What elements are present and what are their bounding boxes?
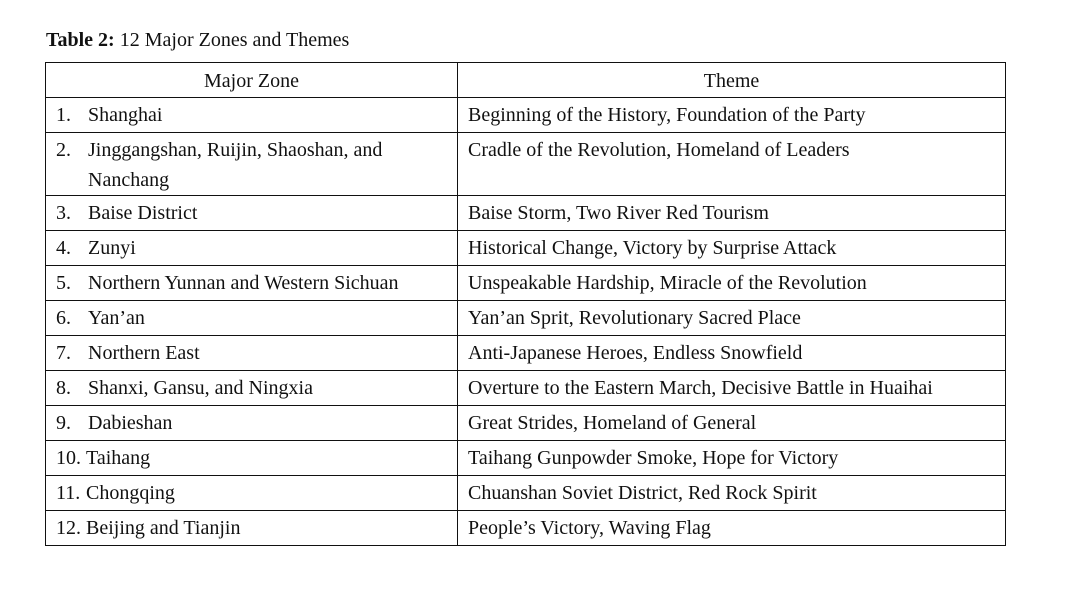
zone-cell [46,301,458,336]
table-row [46,336,1006,371]
table-row [46,476,1006,511]
header-major-zone: Major Zone [46,63,458,98]
theme-cell: People’s Victory, Waving Flag [458,511,1006,546]
table-row [46,196,1006,231]
row-number: 10. [56,447,81,469]
zone-name: Jinggangshan, Ruijin, Shaoshan, and Nanchang [88,139,383,191]
zone-cell [46,406,458,441]
row-number: 5. [56,272,71,294]
zone-name: Taihang [86,447,151,469]
theme-cell: Yan’an Sprit, Revolutionary Sacred Place [458,301,1006,336]
zone-cell [46,231,458,266]
row-number: 2. [56,139,71,161]
zone-name: Yan’an [88,307,145,329]
theme-cell: Taihang Gunpowder Smoke, Hope for Victory [458,441,1006,476]
table-caption [46,28,349,52]
row-number: 9. [56,412,71,434]
table-row [46,301,1006,336]
theme-cell: Anti-Japanese Heroes, Endless Snowfield [458,336,1006,371]
zone-name: Shanghai [88,104,163,126]
table-row [46,406,1006,441]
zone-cell [46,336,458,371]
table-row [46,371,1006,406]
theme-cell: Great Strides, Homeland of General [458,406,1006,441]
theme-cell: Chuanshan Soviet District, Red Rock Spirit [458,476,1006,511]
zone-name: Dabieshan [88,412,173,434]
zone-cell [46,266,458,301]
row-number: 7. [56,342,71,364]
table-row [46,98,1006,133]
row-number: 12. [56,517,81,539]
table-row [46,266,1006,301]
zone-name: Northern Yunnan and Western Sichuan [88,272,399,294]
table-row [46,133,1006,196]
zone-cell [46,98,458,133]
row-number: 11. [56,482,81,504]
header-theme: Theme [458,63,1006,98]
theme-cell: Baise Storm, Two River Red Tourism [458,196,1006,231]
table-header-row [46,63,1006,98]
zones-table [45,62,1006,546]
zone-name: Northern East [88,342,200,364]
theme-cell: Beginning of the History, Foundation of the Party [458,98,1006,133]
table-caption-text: 12 Major Zones and Themes [119,29,350,51]
row-number: 4. [56,237,71,259]
zone-name: Chongqing [86,482,175,504]
zone-name: Beijing and Tianjin [86,517,241,539]
zone-cell [46,476,458,511]
table-row [46,511,1006,546]
zone-cell [46,441,458,476]
row-number: 1. [56,104,71,126]
zone-name: Baise District [88,202,198,224]
table-row [46,441,1006,476]
row-number: 3. [56,202,71,224]
zone-name: Shanxi, Gansu, and Ningxia [88,377,313,399]
row-number: 6. [56,307,71,329]
theme-cell: Historical Change, Victory by Surprise Attack [458,231,1006,266]
theme-cell: Overture to the Eastern March, Decisive Battle in Huaihai [458,371,1006,406]
theme-cell: Cradle of the Revolution, Homeland of Leaders [458,133,1006,196]
zone-cell [46,196,458,231]
table-row [46,231,1006,266]
table-caption-label: Table 2: [46,29,115,51]
zone-cell [46,511,458,546]
zone-cell [46,133,458,196]
zone-cell [46,371,458,406]
theme-cell: Unspeakable Hardship, Miracle of the Revolution [458,266,1006,301]
zone-name: Zunyi [88,237,136,259]
row-number: 8. [56,377,71,399]
